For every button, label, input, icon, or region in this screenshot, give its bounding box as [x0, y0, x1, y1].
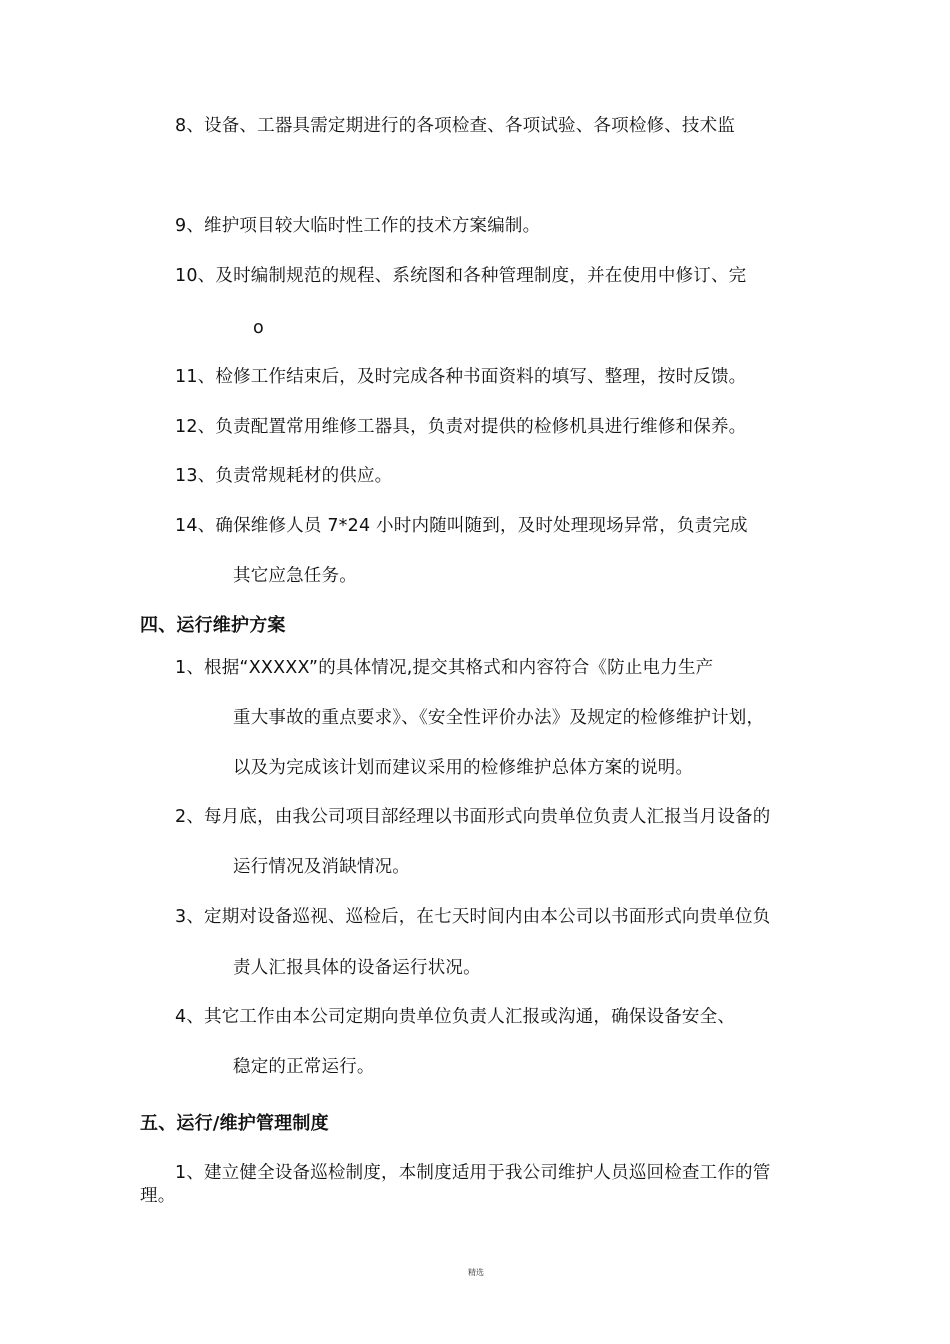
page-footer: 精选: [468, 1268, 484, 1277]
plan-item-3-line-2: 责人汇报具体的设备运行状况。: [233, 958, 481, 978]
section-heading-5: 五、运行/维护管理制度: [140, 1113, 329, 1134]
item-12: 12、负责配置常用维修工器具，负责对提供的检修机具进行维修和保养。: [175, 417, 747, 437]
plan-item-1-line-2: 重大事故的重点要求》、《安全性评价办法》及规定的检修维护计划，: [233, 708, 765, 728]
item-9: 9、维护项目较大临时性工作的技术方案编制。: [175, 216, 541, 236]
rule-item-1: 1、建立健全设备巡检制度，本制度适用于我公司维护人员巡回检查工作的管: [175, 1163, 771, 1183]
item-13: 13、负责常规耗材的供应。: [175, 466, 393, 486]
plan-item-1: 1、根据“XXXXX”的具体情况,提交其格式和内容符合《防止电力生产: [175, 658, 714, 678]
plan-item-2-line-2: 运行情况及消缺情况。: [233, 857, 410, 877]
item-10-continuation: o: [253, 318, 264, 338]
plan-item-4: 4、其它工作由本公司定期向贵单位负责人汇报或沟通，确保设备安全、: [175, 1007, 736, 1027]
item-14: 14、确保维修人员 7*24 小时内随叫随到，及时处理现场异常，负责完成: [175, 516, 748, 536]
item-14-continuation: 其它应急任务。: [233, 566, 357, 586]
plan-item-1-line-3: 以及为完成该计划而建议采用的检修维护总体方案的说明。: [233, 758, 694, 778]
item-11: 11、检修工作结束后，及时完成各种书面资料的填写、整理，按时反馈。: [175, 367, 747, 387]
section-heading-4: 四、运行维护方案: [140, 615, 286, 636]
plan-item-4-line-2: 稳定的正常运行。: [233, 1057, 375, 1077]
plan-item-3: 3、定期对设备巡视、巡检后，在七天时间内由本公司以书面形式向贵单位负: [175, 907, 771, 927]
rule-item-1-line-2: 理。: [140, 1186, 176, 1206]
item-8: 8、设备、工器具需定期进行的各项检查、各项试验、各项检修、技术监: [175, 116, 736, 136]
item-10: 10、及时编制规范的规程、系统图和各种管理制度，并在使用中修订、完: [175, 266, 747, 286]
plan-item-2: 2、每月底，由我公司项目部经理以书面形式向贵单位负责人汇报当月设备的: [175, 807, 771, 827]
